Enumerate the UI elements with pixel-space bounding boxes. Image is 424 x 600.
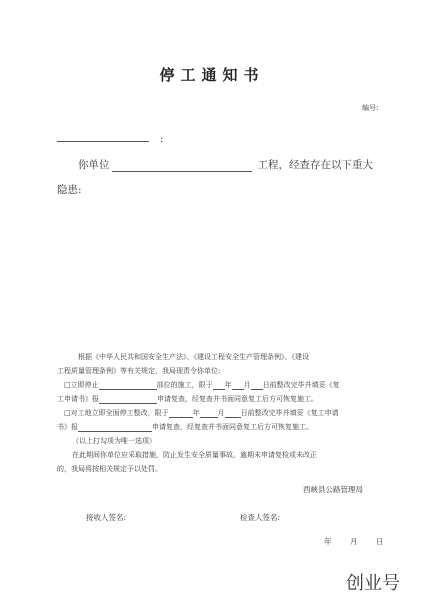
para3-line1: 在此期间你单位应采取措施，防止发生安全质量事故。逾期未申请复检或未改正 (72, 451, 317, 459)
option2-year-label: 年 (192, 409, 200, 417)
para1-line2: 工程质量管理条例》等有关规定，我局现责令你单位: (57, 367, 221, 375)
option1-checkbox-label: □立即停止 (64, 381, 99, 389)
addressee-colon: : (160, 134, 164, 145)
serial-number-label: 编号: (362, 104, 379, 112)
option1-day-blank (251, 381, 263, 390)
option1-line2 (57, 394, 318, 404)
option1-month-label: 月 (243, 381, 251, 389)
inspector-signature-label: 检查人签名: (240, 513, 281, 522)
watermark-brand: 创业号 (346, 573, 400, 594)
option1-text-b: 部位的施工，限于 (156, 381, 213, 389)
addressee-blank (57, 141, 149, 142)
option2-text-d: 日前整改完毕并填妥《复工申请 (240, 409, 339, 417)
option2-text-e: 书》报 (57, 423, 78, 431)
option2-authority-blank (78, 423, 152, 432)
document-title: 停工通知书 (159, 66, 265, 84)
body-line1-suffix: 工程，经查存在以下重大 (257, 159, 373, 171)
option2-line2 (57, 422, 313, 432)
receiver-signature-label: 接收人签名: (86, 513, 127, 522)
para3-line2: 的，我局将按相关规定予以处罚。 (57, 465, 162, 473)
issuer-name: 西峡县公路管理局 (303, 485, 363, 494)
date-day-label: 日 (376, 537, 384, 546)
date-year-label: 年 (324, 537, 332, 546)
option2-line1 (64, 408, 339, 418)
body-line1-prefix: 你单位 (78, 159, 110, 171)
option2-month-label: 月 (217, 409, 225, 417)
project-name-blank (112, 160, 252, 172)
option1-line1 (64, 380, 340, 390)
option1-location-blank (99, 381, 157, 390)
option2-text-f: 申请复查，经复查并书面同意复工后方可恢复施工。 (152, 423, 313, 431)
body-line-1 (78, 157, 373, 172)
option1-year-label: 年 (224, 381, 232, 389)
option1-text-f: 工申请书》报 (57, 395, 99, 403)
option1-year-blank (213, 381, 225, 390)
para1-line1: 根据《中华人民共和国安全生产法》、《建设工程安全生产管理条例》、《建设 (78, 353, 309, 361)
option2-day-blank (225, 409, 241, 418)
option1-text-e: 日前整改完毕并填妥《复 (262, 381, 340, 389)
option2-year-blank (169, 409, 193, 418)
date-month-label: 月 (350, 537, 358, 546)
option2-month-blank (200, 409, 218, 418)
option1-text-g: 申请复查，经复查并书面同意复工后方可恢复施工。 (157, 395, 318, 403)
body-line-2: 隐患: (57, 184, 82, 196)
option1-month-blank (232, 381, 244, 390)
selection-note: （以上打勾项为唯一选项） (72, 437, 156, 445)
option2-checkbox-label: □对工地立即全面停工整改，限于 (64, 409, 169, 417)
option1-authority-blank (99, 395, 157, 404)
